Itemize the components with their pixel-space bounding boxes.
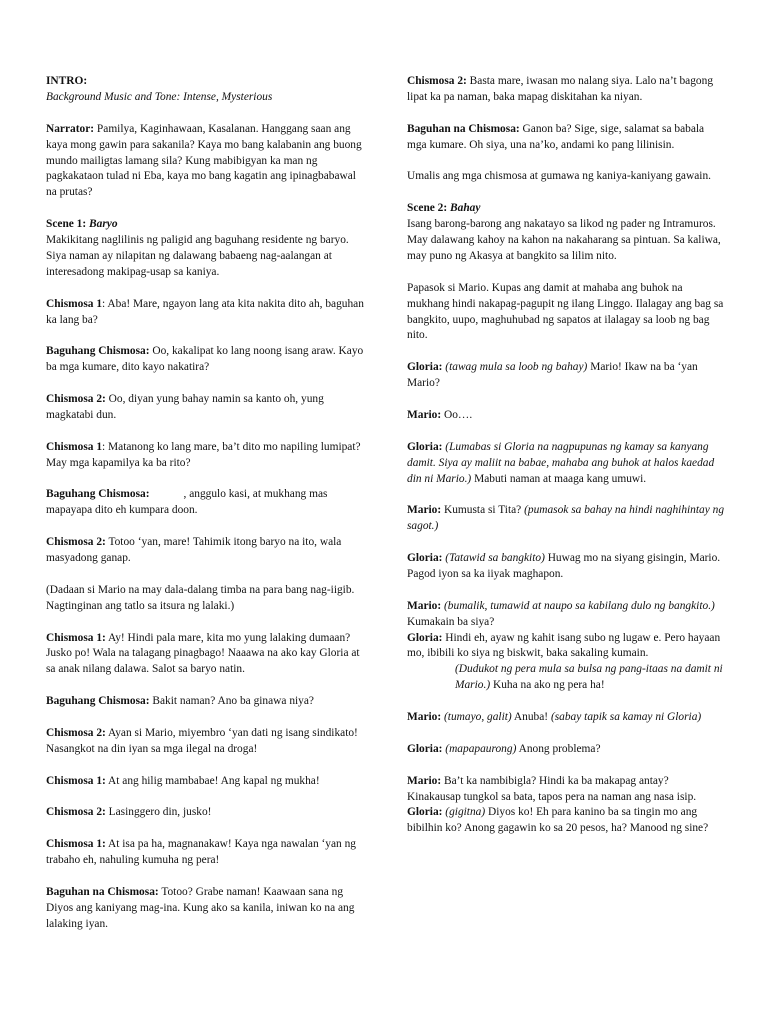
dialogue-line: Mario: Oo…. [407,408,473,421]
dialogue-line: Chismosa 2: Ayan si Mario, miyembro ‘yan dati ng isang sindikato! Nasangkot na din iyan sa mga ilegal na droga! [46,726,358,755]
dialogue-line: Mario: Ba’t ka nambibigla? Hindi ka ba makapag antay? Kinakausap tungkol sa bata, tapos pera na naman ang nasa isip. [407,774,697,803]
stage-direction: (Dadaan si Mario na may dala-dalang timba na para bang nag-iigib. Nagtinginan ang tatlo sa itsura ng lalaki.) [46,583,355,612]
dialogue-line: Chismosa 1: Ay! Hindi pala mare, kita mo yung lalaking dumaan? Jusko po! Wala na talagang pinagbago! Naaawa na ako kay Gloria at sa anak nilang dalawa. Salot sa baryo natin. [46,631,360,676]
dialogue-line: Chismosa 1: At isa pa ha, magnanakaw! Kaya nga nawalan ‘yan ng trabaho eh, nahuling kumuha ng pera! [46,838,356,867]
dialogue-line: Gloria: (gigitna) Diyos ko! Eh para kanino ba sa tingin mo ang bibilhin ko? Anong gagawin ko sa 20 pesos, ha? Manood ng sine? [407,806,709,835]
dialogue-line: Chismosa 1: At ang hilig mambabae! Ang kapal ng mukha! [46,774,320,787]
narration: Umalis ang mga chismosa at gumawa ng kaniya-kaniyang gawain. [407,170,711,183]
dialogue-line: Baguhan na Chismosa: Ganon ba? Sige, sige, salamat sa babala mga kumare. Oh siya, una na’ko, andami ko pang lilinisin. [407,122,705,151]
dialogue-line: Chismosa 1: Matanong ko lang mare, ba’t dito mo napiling lumipat? May mga kapamilya ka ba rito? [46,440,361,469]
dialogue-line: Gloria: (Lumabas si Gloria na nagpupunas ng kamay sa kanyang damit. Siya ay maliit na babae, mahaba ang buhok at halos kaedad din ni Mario.) Mabuti naman at maaga kang umuwi. [407,440,715,485]
intro-heading: INTRO: [46,75,88,87]
dialogue-line: Gloria: (tawag mula sa loob ng bahay) Mario! Ikaw na ba ‘yan Mario? [407,361,698,390]
scene2-block: Scene 2: Bahay Isang barong-barong ang nakatayo sa likod ng pader ng Intramuros. May dalawang kahoy na kahon na nakaharang sa pintuan. Sa kaliwa, may puno ng Akasya at bangkito sa lilim nito. [407,202,721,262]
dialogue-line: (Dudukot ng pera mula sa bulsa ng pang-itaas na damit ni Mario.) Kuha na ako ng pera ha! [455,663,723,692]
dialogue-line: Mario: Kumusta si Tita? (pumasok sa bahay na hindi naghihintay ng sagot.) [407,504,725,533]
dialogue-line: Chismosa 1: Aba! Mare, ngayon lang ata kita nakita dito ah, baguhan ka lang ba? [46,297,364,326]
dialogue-line: Gloria: (mapapaurong) Anong problema? [407,742,601,755]
scene1-block: Scene 1: Baryo Makikitang naglilinis ng paligid ang baguhang residente ng baryo. Siya naman ay nilapitan ng dalawang babaeng nag-aalangan at interesadong makipag-usap sa kaniya. [46,218,349,278]
dialogue-line: Chismosa 2: Basta mare, iwasan mo nalang siya. Lalo na’t bagong lipat ka pa naman, baka mapag diskitahan ka niyan. [407,75,714,103]
dialogue-line: Gloria: (Tatawid sa bangkito) Huwag mo na siyang gisingin, Mario. Pagod iyon sa ka iiyak maghapon. [407,552,721,580]
dialogue-line: Chismosa 2: Totoo ‘yan, mare! Tahimik itong baryo na ito, wala masyadong ganap. [46,536,342,565]
left-column [46,74,364,949]
intro-tone: Background Music and Tone: Intense, Mysterious [46,90,273,103]
narrator-line: Narrator: Pamilya, Kaginhawaan, Kasalanan. Hanggang saan ang kaya mong gawin para sakanila? Kaya mo bang kalabanin ang buong mundo mailigtas lamang sila? Kung mabibigyan ka man ng pagkakataon tulad ni Eba, kaya mo bang kagatin ang ipinagbabawal na prutas? [46,122,362,199]
dialogue-line: Baguhang Chismosa: Oo, kakalipat ko lang noong isang araw. Kayo ba mga kumare, dito kayo nakatira? [46,345,364,374]
dialogue-line: Baguhang Chismosa: Bakit naman? Ano ba ginawa niya? [46,695,314,708]
dialogue-line: Mario: (bumalik, tumawid at naupo sa kabilang dulo ng bangkito.) Kumakain ba siya? [407,599,715,628]
dialogue-line: Mario: (tumayo, galit) Anuba! (sabay tapik sa kamay ni Gloria) [407,711,702,724]
dialogue-line: Chismosa 2: Oo, diyan yung bahay namin sa kanto oh, yung magkatabi dun. [46,393,324,421]
dialogue-line: Baguhan na Chismosa: Totoo? Grabe naman! Kaawaan sana ng Diyos ang kaniyang mag-ina. Kung ako sa kanila, iniwan ko na ang lalaking iyan. [46,885,355,930]
dialogue-line: Gloria: Hindi eh, ayaw ng kahit isang subo ng lugaw e. Pero hayaan mo, ibibili ko siya ng biskwit, baka sakaling kumain. [407,631,721,660]
dialogue-line: Chismosa 2: Lasinggero din, jusko! [46,806,212,819]
dialogue-line: Baguhang Chismosa: , anggulo kasi, at mukhang mas mapayapa dito eh kumpara doon. [46,488,328,517]
right-column [407,74,725,837]
narration: Papasok si Mario. Kupas ang damit at mahaba ang buhok na mukhang hindi nakapag-pagupit ng ilang Linggo. Ilalagay ang bag sa bangkito, uupo, maghuhubad ng sapatos at ilalagay sa loob ng bag nito. [407,281,724,342]
